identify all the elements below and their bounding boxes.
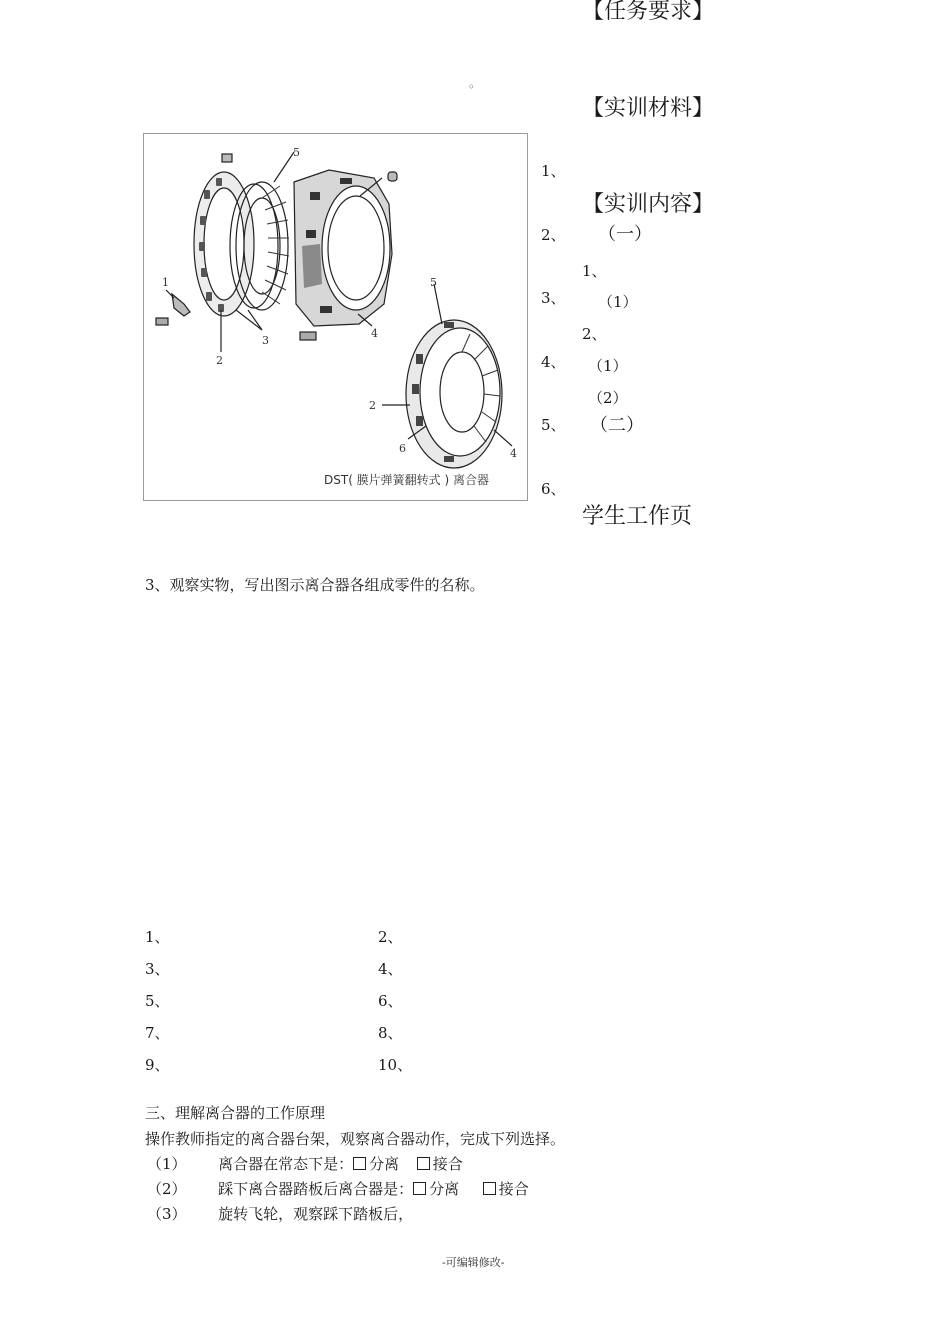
checkbox[interactable] [483, 1182, 496, 1195]
answer-label: 9、 [145, 1056, 170, 1074]
question-3: 3、观察实物，写出图示离合器各组成零件的名称。 [145, 576, 485, 594]
choice-option: 分离 [429, 1180, 460, 1198]
checkbox[interactable] [413, 1182, 426, 1195]
side-number: 6、 [541, 480, 566, 498]
choice-option: 接合 [432, 1155, 463, 1173]
side-number: 3、 [541, 289, 566, 307]
stray-dot: 。 [469, 76, 482, 90]
choice-item-2 [147, 1178, 529, 1199]
answer-label: 6、 [378, 992, 403, 1010]
worksheet-heading: 学生工作页 [582, 504, 693, 529]
outline-item2: 2、 [582, 325, 607, 343]
part-label: 2 [216, 354, 223, 367]
materials-heading: 【实训材料】 [582, 96, 715, 121]
checkbox[interactable] [417, 1157, 430, 1170]
checkbox[interactable] [353, 1157, 366, 1170]
choice-item-1 [147, 1153, 463, 1174]
side-number: 1、 [541, 162, 566, 180]
section-3-instruction: 操作教师指定的离合器台架，观察离合器动作，完成下列选择。 [145, 1130, 566, 1148]
side-number: 4、 [541, 353, 566, 371]
section-3-title: 三、理解离合器的工作原理 [145, 1104, 326, 1122]
part-label: 5 [293, 146, 300, 159]
choice-text: 旋转飞轮，观察踩下踏板后， [218, 1205, 414, 1223]
part-label: 4 [371, 327, 378, 340]
choice-option: 分离 [369, 1155, 400, 1173]
outline-part1: （一） [598, 224, 652, 245]
outline-sub2a: （1） [588, 357, 628, 375]
task-heading: 【任务要求】 [582, 0, 715, 24]
clutch-figure [143, 133, 528, 501]
answer-label: 5、 [145, 992, 170, 1010]
outline-sub1: （1） [598, 293, 638, 311]
side-number: 2、 [541, 226, 566, 244]
figure-caption: DST( 膜片弹簧翻转式 ) 离合器 [324, 473, 489, 487]
part-label: 5 [430, 276, 437, 289]
answer-label: 3、 [145, 960, 170, 978]
answer-label: 2、 [378, 928, 403, 946]
choice-text: 踩下离合器踏板后离合器是： [218, 1180, 414, 1198]
outline-item1: 1、 [582, 262, 607, 280]
answer-label: 1、 [145, 928, 170, 946]
side-number: 5、 [541, 416, 566, 434]
choice-item-3 [147, 1203, 413, 1224]
part-label: 3 [262, 334, 269, 347]
outline-part2: （二） [590, 415, 644, 436]
part-label: 6 [399, 442, 406, 455]
part-label: 2 [369, 399, 376, 412]
footer-note: -可编辑修改- [442, 1256, 505, 1269]
part-label: 4 [510, 447, 517, 460]
answer-label: 4、 [378, 960, 403, 978]
clutch-diagram [144, 134, 527, 500]
choice-number: （3） [147, 1205, 187, 1223]
choice-option: 接合 [498, 1180, 529, 1198]
answer-label: 8、 [378, 1024, 403, 1042]
answer-label: 10、 [378, 1056, 413, 1074]
answer-label: 7、 [145, 1024, 170, 1042]
choice-number: （2） [147, 1180, 187, 1198]
content-heading: 【实训内容】 [582, 192, 715, 217]
choice-text: 离合器在常态下是： [218, 1155, 354, 1173]
outline-sub2b: （2） [588, 389, 628, 407]
part-label: 1 [162, 276, 169, 289]
choice-number: （1） [147, 1155, 187, 1173]
